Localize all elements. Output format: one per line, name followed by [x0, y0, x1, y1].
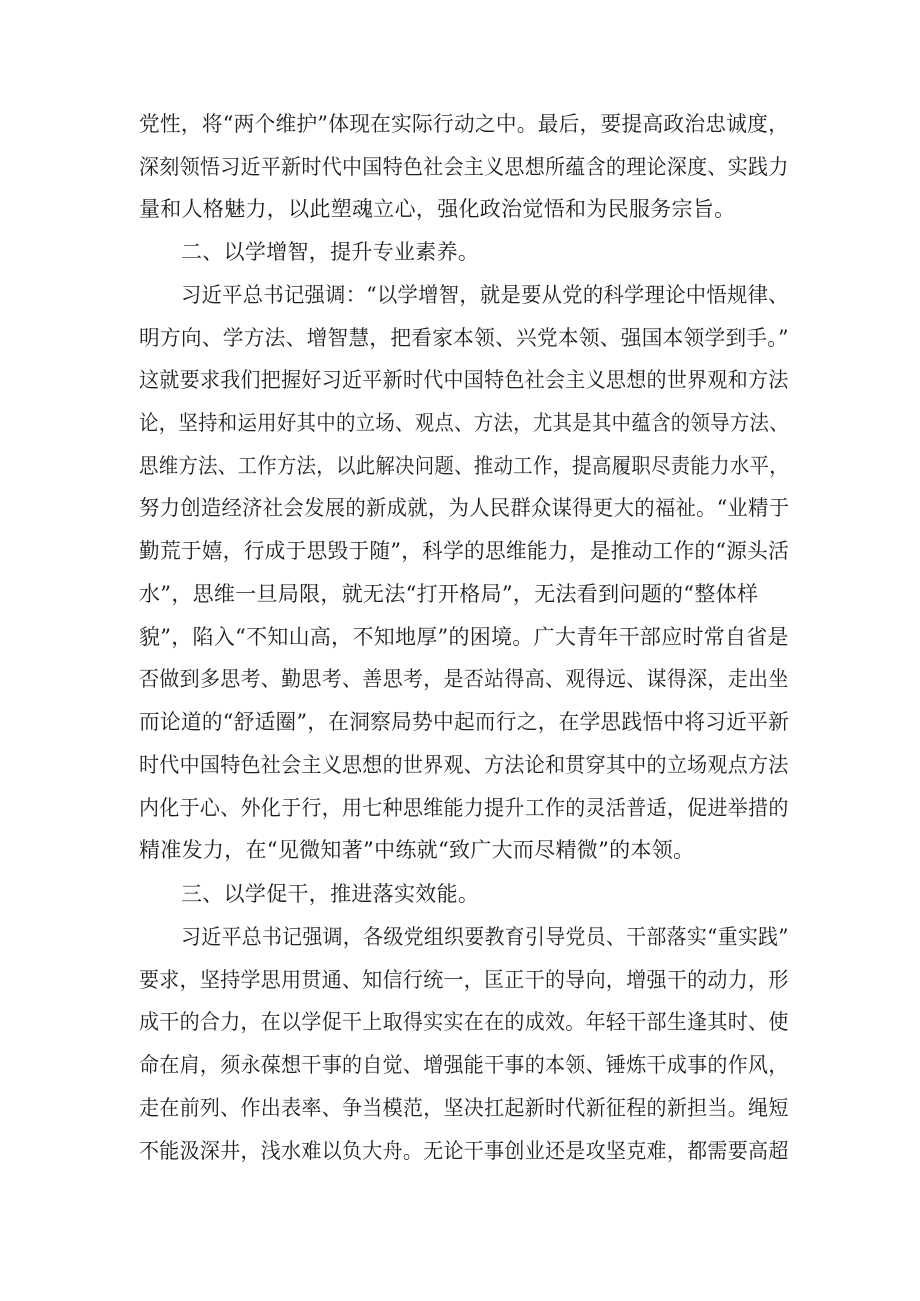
body-text-line: 水”，思维一旦局限，就无法“打开格局”，无法看到问题的“整体样 — [139, 582, 759, 606]
body-text-line: 不能汲深井，浅水难以负大舟。无论干事创业还是攻坚克难，都需要高超 — [139, 1139, 789, 1163]
body-text-line: 而论道的“舒适圈”，在洞察局势中起而行之，在学思践悟中将习近平新 — [139, 710, 790, 734]
body-text-line: 勤荒于嬉，行成于思毁于随”，科学的思维能力，是推动工作的“源头活 — [139, 539, 790, 563]
body-text-line: 走在前列、作出表率、争当模范，坚决扛起新时代新征程的新担当。绳短 — [139, 1096, 789, 1120]
paragraph-first-line: 习近平总书记强调：“以学增智，就是要从党的科学理论中悟规律、 — [181, 283, 789, 307]
body-text-line: 深刻领悟习近平新时代中国特色社会主义思想所蕴含的理论深度、实践力 — [139, 155, 789, 179]
body-text-line: 成干的合力，在以学促干上取得实实在在的成效。年轻干部生逢其时、使 — [139, 1010, 789, 1034]
body-text-line: 党性，将“两个维护”体现在实际行动之中。最后，要提高政治忠诚度， — [139, 112, 790, 136]
body-text-line: 时代中国特色社会主义思想的世界观、方法论和贯穿其中的立场观点方法 — [139, 753, 789, 777]
body-text-line: 否做到多思考、勤思考、善思考，是否站得高、观得远、谋得深，走出坐 — [139, 667, 789, 691]
body-text-line: 思维方法、工作方法，以此解决问题、推动工作，提高履职尽责能力水平， — [139, 454, 789, 478]
paragraph-first-line: 习近平总书记强调，各级党组织要教育引导党员、干部落实“重实践” — [181, 925, 789, 949]
body-text-line: 努力创造经济社会发展的新成就，为人民群众谋得更大的福祉。“业精于 — [139, 496, 790, 520]
body-text-line: 明方向、学方法、增智慧，把看家本领、兴党本领、强国本领学到手。” — [139, 326, 789, 350]
body-text-line: 要求，坚持学思用贯通、知信行统一，匡正干的导向，增强干的动力，形 — [139, 968, 789, 992]
body-text-line: 内化于心、外化于行，用七种思维能力提升工作的灵活普适，促进举措的 — [139, 796, 789, 820]
section-heading-3: 三、以学促干，推进落实效能。 — [181, 882, 480, 906]
body-text-line: 貌”，陷入“不知山高，不知地厚”的困境。广大青年干部应时常自省是 — [139, 625, 789, 649]
body-text-line: 论，坚持和运用好其中的立场、观点、方法，尤其是其中蕴含的领导方法、 — [139, 411, 789, 435]
section-heading-2: 二、以学增智，提升专业素养。 — [181, 240, 480, 264]
body-text-line: 精准发力，在“见微知著”中练就“致广大而尽精微”的本领。 — [139, 838, 695, 862]
body-text-line: 量和人格魅力，以此塑魂立心，强化政治觉悟和为民服务宗旨。 — [139, 197, 736, 221]
body-text-line: 这就要求我们把握好习近平新时代中国特色社会主义思想的世界观和方法 — [139, 368, 789, 392]
body-text-line: 命在肩，须永葆想干事的自觉、增强能干事的本领、锤炼干成事的作风， — [139, 1053, 789, 1077]
